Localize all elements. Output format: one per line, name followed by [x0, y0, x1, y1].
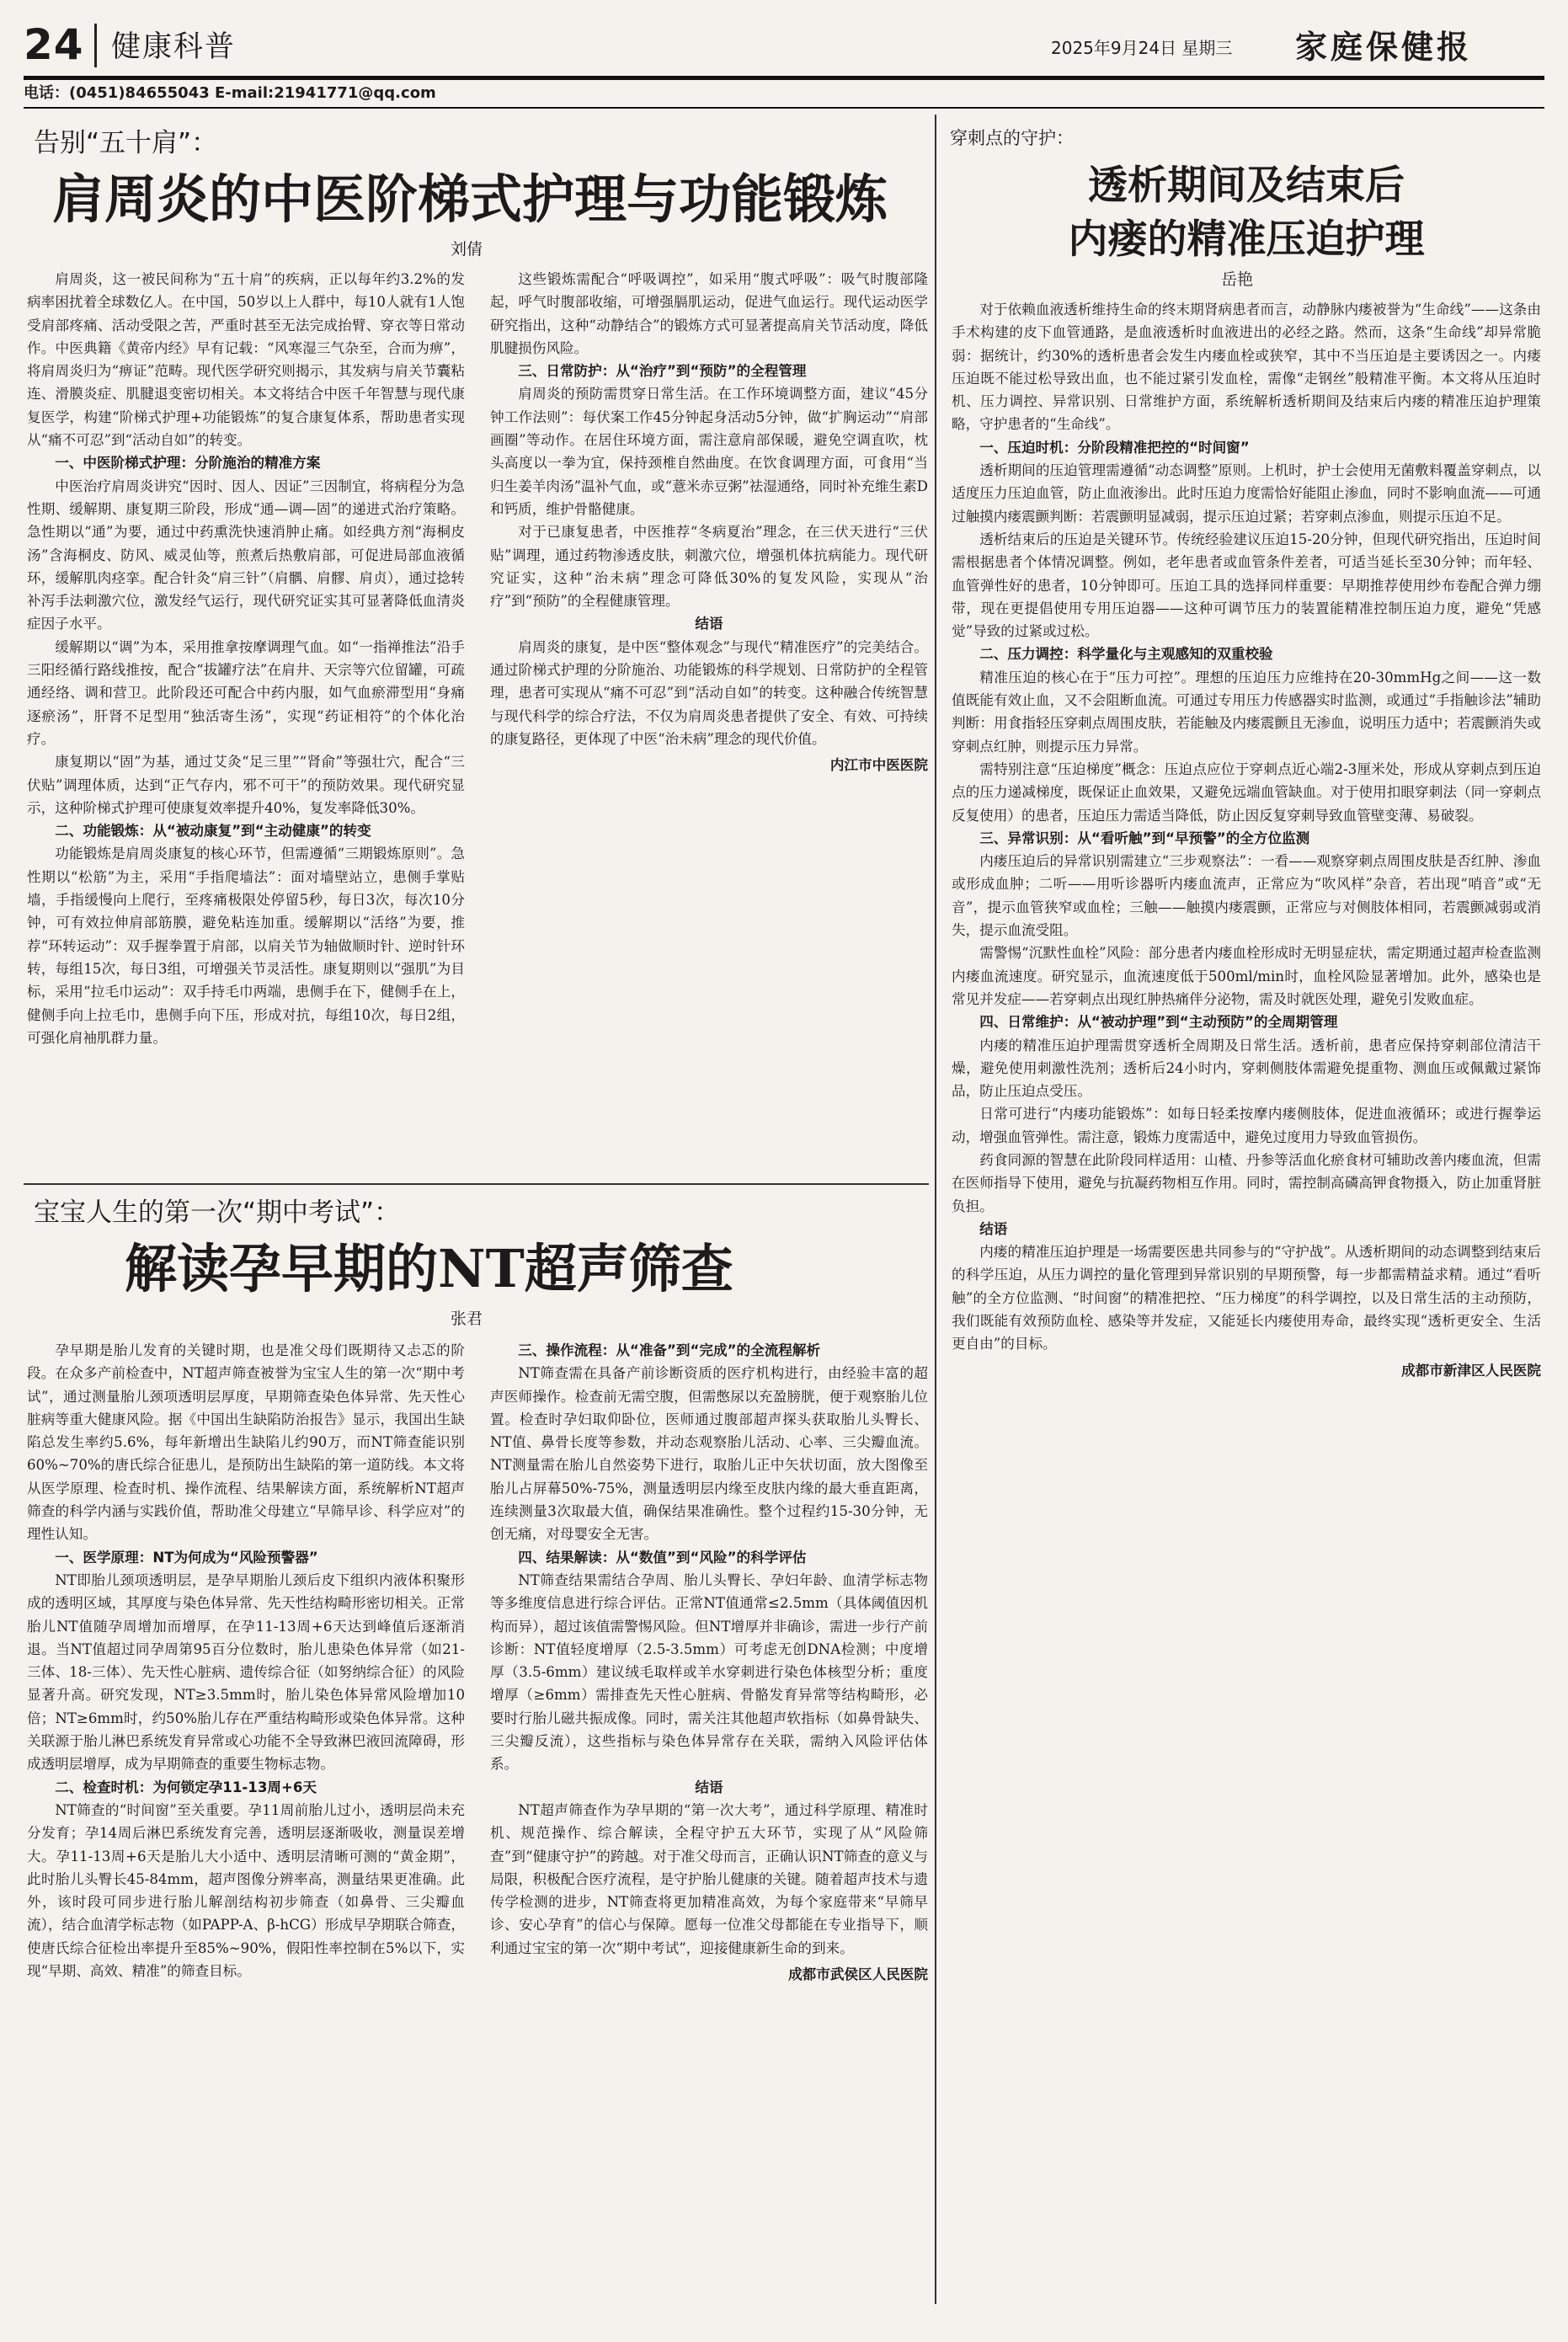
article1-paragraph: 肩周炎，这一被民间称为“五十肩”的疾病，正以每年约3.2%的发病率困扰着全球数亿人。在中国，50岁以上人群中，每10人就有1人饱受肩部疼痛、活动受限之苦，严重时甚至无法完成抬臂、穿衣等日常动作。中医典籍《黄帝内经》早有记载：“风寒湿三气杂至，合而为痹”，将肩周炎归为“痹证”范畴。现代医学研究则揭示，其发病与肩关节囊粘连、滑膜炎症、肌腱退变密切相关。本文将结合中医千年智慧与现代康复医学，构建“阶梯式护理+功能锻炼”的复合康复体系，帮助患者实现从“痛不可忍”到“活动自如”的转变。	[27, 271, 465, 449]
article3-hospital: 成都市新津区人民医院	[1401, 1362, 1541, 1379]
newspaper-name: 家庭保健报	[1295, 29, 1473, 66]
article2-column-left	[27, 1339, 465, 2307]
article2-paragraph: NT筛查结果需结合孕周、胎儿头臀长、孕妇年龄、血清学标志物等多维度信息进行综合评估。正常NT值通常≤2.5mm（具体阈值因机构而异），超过该值需警惕风险。但NT增厚并非确诊，需进一步行产前诊断：NT值轻度增厚（2.5-3.5mm）可考虑无创DNA检测；中度增厚（3.5-6mm）建议绒毛取样或羊水穿刺进行染色体核型分析；重度增厚（≥6mm）需排查先天性心脏病、骨骼发育异常等结构畸形，必要时行胎儿磁共振成像。同时，需关注其他超声软指标（如鼻骨缺失、三尖瓣反流），这些指标与染色体异常存在关联，需纳入风险评估体系。	[490, 1571, 928, 1773]
page-header	[24, 19, 1544, 71]
article1-paragraph: 缓解期以“调”为本，采用推拿按摩调理气血。如“一指禅推法”沿手三阳经循行路线推按，配合“拔罐疗法”在肩井、天宗等穴位留罐，可疏通经络、调和营卫。此阶段还可配合中药内服，如气血瘀滞型用“身痛逐瘀汤”，肝肾不足型用“独活寄生汤”，实现“药证相符”的个体化治疗。	[27, 638, 465, 747]
article3-paragraph: 日常可进行“内瘘功能锻炼”：如每日轻柔按摩内瘘侧肢体，促进血液循环；或进行握拳运动，增强血管弹性。需注意，锻炼力度需适中，避免过度用力导致血管损伤。	[952, 1106, 1541, 1145]
article1-conclusion-heading: 结语	[695, 616, 723, 632]
contact-rule	[24, 107, 1544, 109]
article2-paragraph: NT即胎儿颈项透明层，是孕早期胎儿颈后皮下组织内液体积聚形成的透明区域，其厚度与染色体异常、先天性结构畸形密切相关。正常胎儿NT值随孕周增加而增厚，在孕11-13周+6天达到峰值后逐渐消退。当NT值超过同孕周第95百分位数时，胎儿患染色体异常（如21-三体、18-三体）、先天性心脏病、遗传综合征（如努纳综合征）的风险显著升高。研究发现，NT≥3.5mm时，胎儿染色体异常风险增加10倍；NT≥6mm时，约50%胎儿存在严重结构畸形或染色体异常。这种关联源于胎儿淋巴系统发育异常或心功能不全导致淋巴液回流障碍，形成透明层增厚，成为早期筛查的重要生物标志物。	[27, 1571, 465, 1773]
column-separator	[935, 115, 936, 2304]
article1-paragraph: 中医治疗肩周炎讲究“因时、因人、因证”三因制宜，将病程分为急性期、缓解期、康复期三阶段，形成“通—调—固”的递进式治疗策略。急性期以“通”为要，通过中药熏洗快速消肿止痛。如经典方剂“海桐皮汤”含海桐皮、防风、威灵仙等，煎煮后热敷肩部，可促进局部血液循环，缓解肌肉痉挛。配合针灸“肩三针”（肩髃、肩髎、肩贞），通过捻转补泻手法刺激穴位，激发经气运行，现代研究证实其可显著降低血清炎症因子水平。	[27, 477, 465, 632]
article2-heading: 二、检查时机：为何锁定孕11-13周+6天	[55, 1779, 317, 1795]
article1-column-right	[490, 268, 928, 1169]
article3-paragraph: 需特别注意“压迫梯度”概念：压迫点应位于穿刺点近心端2-3厘米处，形成从穿刺点到压迫点的压力递减梯度，既保证止血效果，又避免远端血管缺血。对于使用扣眼穿刺法（同一穿刺点反复使用）的患者，压迫压力需适当降低，防止因反复穿刺导致血管壁变薄、易破裂。	[952, 760, 1541, 824]
article2-column-right	[490, 1339, 928, 2307]
article3-title-line1: 透析期间及结束后	[1088, 163, 1405, 209]
article1-paragraph: 肩周炎的康复，是中医“整体观念”与现代“精准医疗”的完美结合。通过阶梯式护理的分阶施治、功能锻炼的科学规划、日常防护的全程管理，患者可实现从“痛不可忍”到“活动自如”的转变。这种融合传统智慧与现代科学的综合疗法，不仅为肩周炎患者提供了安全、有效、可持续的康复路径，更体现了中医“治未病”理念的现代价值。	[490, 638, 928, 747]
article2-hospital: 成都市武侯区人民医院	[788, 1966, 928, 1983]
article3-title-line2: 内瘘的精准压迫护理	[1068, 216, 1425, 263]
article3-conclusion-heading: 结语	[979, 1220, 1008, 1237]
article1-paragraph: 康复期以“固”为基，通过艾灸“足三里”“肾俞”等强壮穴，配合“三伏贴”调理体质，达到“正气存内，邪不可干”的预防效果。现代研究显示，这种阶梯式护理可使康复效率提升40%，复发率降低30%。	[27, 754, 465, 816]
article3-heading: 二、压力调控：科学量化与主观感知的双重校验	[979, 646, 1273, 663]
article2-heading: 四、结果解读：从“数值”到“风险”的科学评估	[518, 1549, 807, 1566]
article2-kicker: 宝宝人生的第一次“期中考试”：	[34, 1198, 401, 1228]
article-separator	[24, 1183, 929, 1185]
article3-paragraph: 透析结束后的压迫是关键环节。传统经验建议压迫15-20分钟，但现代研究指出，压迫时间需根据患者个体情况调整。例如，老年患者或血管条件差者，可适当延长至30分钟；而年轻、血管弹性好的患者，10分钟即可。压迫工具的选择同样重要：早期推荐使用纱布卷配合弹力绷带，现在更提倡使用专用压迫器——这种可调节压力的装置能精准控制压迫力度，避免“凭感觉”导致的过紧或过松。	[952, 531, 1541, 640]
article3-paragraph: 内瘘的精准压迫护理需贯穿透析全周期及日常生活。透析前，患者应保持穿刺部位清洁干燥，避免使用刺激性洗剂；透析后24小时内，穿刺侧肢体需避免提重物、测血压或佩戴过紧饰品，防止压迫点受压。	[952, 1037, 1541, 1100]
article3-heading: 三、异常识别：从“看听触”到“早预警”的全方位监测	[979, 830, 1310, 846]
section-name: 健康科普	[111, 30, 237, 64]
article3-paragraph: 内瘘的精准压迫护理是一场需要医患共同参与的“守护战”。从透析期间的动态调整到结束后的科学压迫，从压力调控的量化管理到异常识别的早期预警，每一步都需精益求精。通过“看听触”的全方位监测、“时间窗”的精准把控、“压力梯度”的科学调控，以及日常生活的主动预防，我们既能有效预防血栓、感染等并发症，又能延长内瘘使用寿命，最终实现“透析更安全、生活更自由”的目标。	[952, 1244, 1541, 1352]
article3-paragraph: 药食同源的智慧在此阶段同样适用：山楂、丹参等活血化瘀食材可辅助改善内瘘血流，但需在医师指导下使用，避免与抗凝药物相互作用。同时，需控制高磷高钾食物摄入，防止加重肾脏负担。	[952, 1151, 1541, 1214]
article3-heading: 四、日常维护：从“被动护理”到“主动预防”的全周期管理	[979, 1014, 1338, 1031]
article1-column-left	[27, 268, 465, 1169]
article1-paragraph: 功能锻炼是肩周炎康复的核心环节，但需遵循“三期锻炼原则”。急性期以“松筋”为主，采用“手指爬墙法”：面对墙壁站立，患侧手掌贴墙，手指缓慢向上爬行，至疼痛极限处停留5秒，每日3次，每次10分钟，可有效拉伸肩部筋膜，避免粘连加重。缓解期以“活络”为要，推荐“环转运动”：双手握拳置于肩部，以肩关节为轴做顺时针、逆时针环转，每组15次，每日3组，可增强关节灵活性。康复期则以“强肌”为目标，采用“拉毛巾运动”：双手持毛巾两端，患侧手在下，健侧手在上，健侧手向上拉毛巾，患侧手向下压，形成对抗，每组10次，每日2组，可强化肩袖肌群力量。	[27, 846, 465, 1046]
article3-paragraph: 透析期间的压迫管理需遵循“动态调整”原则。上机时，护士会使用无菌敷料覆盖穿刺点，以适度压力压迫血管，防止血液渗出。此时压迫力度需恰好能阻止渗血，同时不影响血流——可通过触摸内瘘震颤判断：若震颤明显减弱，提示压迫过紧；若穿刺点渗血，则提示压迫不足。	[952, 462, 1541, 525]
article3-author: 岳艳	[1221, 270, 1254, 289]
article1-title: 肩周炎的中医阶梯式护理与功能锻炼	[52, 168, 888, 230]
article1-heading: 一、中医阶梯式护理：分阶施治的精准方案	[55, 455, 321, 472]
article3-paragraph: 对于依赖血液透析维持生命的终末期肾病患者而言，动静脉内瘘被誉为“生命线”——这条由手术构建的皮下血管通路，是血液透析时血液进出的必经之路。然而，这条“生命线”却异常脆弱：据统计，约30%的透析患者会发生内瘘血栓或狭窄，其中不当压迫是主要诱因之一。内瘘压迫既不能过松导致出血，也不能过紧引发血栓，需像“走钢丝”般精准平衡。本文将从压迫时机、压力调控、异常识别、日常维护方面，系统解析透析期间及结束后内瘘的精准压迫护理策略，守护患者的“生命线”。	[952, 301, 1541, 433]
page-number: 24	[24, 20, 84, 69]
article2-title: 解读孕早期的NT超声筛查	[125, 1238, 733, 1299]
article2-heading: 三、操作流程：从“准备”到“完成”的全流程解析	[518, 1342, 821, 1358]
article2-paragraph: 孕早期是胎儿发育的关键时期，也是准父母们既期待又忐忑的阶段。在众多产前检查中，NT超声筛查被誉为宝宝人生的第一次“期中考试”，通过测量胎儿颈项透明层厚度，早期筛查染色体异常、先天性心脏病等重大健康风险。据《中国出生缺陷防治报告》显示，我国出生缺陷总发生率约5.6%，每年新增出生缺陷儿约90万，而NT筛查能识别60%~70%的唐氏综合征患儿，是预防出生缺陷的第一道防线。本文将从医学原理、检查时机、操作流程、结果解读方面，系统解析NT超声筛查的科学内涵与实践价值，帮助准父母建立“早筛早诊、科学应对”的理性认知。	[27, 1342, 465, 1543]
article1-hospital: 内江市中医医院	[829, 757, 928, 774]
issue-date: 2025年9月24日 星期三	[1051, 38, 1233, 58]
article1-kicker: 告别“五十肩”：	[34, 128, 218, 158]
article1-heading: 二、功能锻炼：从“被动康复”到“主动健康”的转变	[55, 823, 371, 840]
article3-column	[952, 298, 1541, 2302]
header-divider	[94, 24, 97, 67]
article1-paragraph: 对于已康复患者，中医推荐“冬病夏治”理念，在三伏天进行“三伏贴”调理，通过药物渗透皮肤，刺激穴位，增强机体抗病能力。现代研究证实，这种“治未病”理念可降低30%的复发风险，实现从“治疗”到“预防”的全程健康管理。	[490, 524, 928, 610]
article3-paragraph: 需警惕“沉默性血栓”风险：部分患者内瘘血栓形成时无明显症状，需定期通过超声检查监测内瘘血流速度。研究显示，血流速度低于500ml/min时，血栓风险显著增加。此外，感染也是常见并发症——若穿刺点出现红肿热痛伴分泌物，需及时就医处理，避免引发败血症。	[952, 945, 1541, 1007]
article1-heading: 三、日常防护：从“治疗”到“预防”的全程管理	[518, 363, 807, 380]
article2-conclusion-heading: 结语	[695, 1779, 723, 1795]
article2-paragraph: NT超声筛查作为孕早期的“第一次大考”，通过科学原理、精准时机、规范操作、综合解读，全程守护五大环节，实现了从“风险筛查”到“健康守护”的跨越。对于准父母而言，正确认识NT筛查的意义与局限，积极配合医疗流程，是守护胎儿健康的关键。随着超声技术与遗传学检测的进步，NT筛查将更加精准高效，为每个家庭带来“早筛早诊、安心孕育”的信心与保障。愿每一位准父母都能在专业指导下，顺利通过宝宝的第一次“期中考试”，迎接健康新生命的到来。	[490, 1801, 928, 1956]
article3-heading: 一、压迫时机：分阶段精准把控的“时间窗”	[979, 439, 1250, 456]
article3-kicker: 穿刺点的守护：	[950, 128, 1074, 148]
article2-paragraph: NT筛查的“时间窗”至关重要。孕11周前胎儿过小，透明层尚未充分发育；孕14周后淋巴系统发育完善，透明层逐渐吸收，测量误差增大。孕11-13周+6天是胎儿大小适中、透明层清晰可测的“黄金期”，此时胎儿头臀长45-84mm，超声图像分辨率高，测量结果更准确。此外，该时段可同步进行胎儿解剖结构初步筛查（如鼻骨、三尖瓣血流），结合血清学标志物（如PAPP-A、β-hCG）形成早孕期联合筛查，使唐氏综合征检出率提升至85%~90%，假阳性率控制在5%以下，实现“早期、高效、精准”的筛查目标。	[27, 1801, 465, 1980]
article3-paragraph: 精准压迫的核心在于“压力可控”。理想的压迫压力应维持在20-30mmHg之间——这一数值既能有效止血，又不会阻断血流。可通过专用压力传感器实时监测，或通过“手指触诊法”辅助判断：用食指轻压穿刺点周围皮肤，若能触及内瘘震颤且无渗血，说明压力适中；若震颤消失或穿刺点红肿，则提示压力异常。	[952, 669, 1541, 755]
article1-paragraph: 这些锻炼需配合“呼吸调控”，如采用“腹式呼吸”：吸气时腹部隆起，呼气时腹部收缩，可增强膈肌运动，促进气血运行。现代运动医学研究指出，这种“动静结合”的锻炼方式可显著提高肩关节活动度，降低肌腱损伤风险。	[490, 271, 928, 356]
article2-author: 张君	[451, 1310, 483, 1328]
article1-paragraph: 肩周炎的预防需贯穿日常生活。在工作环境调整方面，建议“45分钟工作法则”：每伏案工作45分钟起身活动5分钟，做“扩胸运动”“肩部画圈”等动作。在居住环境方面，需注意肩部保暖，避免空调直吹，枕头高度以一拳为宜，保持颈椎自然曲度。在饮食调理方面，可食用“当归生姜羊肉汤”温补气血，或“薏米赤豆粥”祛湿通络，同时补充维生素D和钙质，维护骨骼健康。	[490, 386, 928, 517]
article2-paragraph: NT筛查需在具备产前诊断资质的医疗机构进行，由经验丰富的超声医师操作。检查前无需空腹，但需憋尿以充盈膀胱，便于观察胎儿位置。检查时孕妇取仰卧位，医师通过腹部超声探头获取胎儿头臀长、NT值、鼻骨长度等参数，并动态观察胎儿活动、心率、三尖瓣血流。NT测量需在胎儿自然姿势下进行，取胎儿正中矢状切面，放大图像至胎儿占屏幕50%-75%，测量透明层内缘至皮肤内缘的最大垂直距离，连续测量3次取最大值，确保结果准确性。整个过程约15-30分钟，无创无痛，对母婴安全无害。	[490, 1365, 928, 1543]
article1-author: 刘倩	[451, 240, 483, 259]
contact-line: 电话：(0451)84655043 E-mail:21941771@qq.com	[24, 84, 436, 102]
article3-paragraph: 内瘘压迫后的异常识别需建立“三步观察法”：一看——观察穿刺点周围皮肤是否红肿、渗血或形成血肿；二听——用听诊器听内瘘血流声，正常应为“吹风样”杂音，若出现“哨音”或“无音”，提示血管狭窄或血栓；三触——触摸内瘘震颤，正常应与对侧肢体相同，若震颤减弱或消失，提示血流受阻。	[952, 853, 1541, 939]
article2-heading: 一、医学原理：NT为何成为“风险预警器”	[55, 1549, 318, 1566]
header-rule	[24, 76, 1544, 80]
